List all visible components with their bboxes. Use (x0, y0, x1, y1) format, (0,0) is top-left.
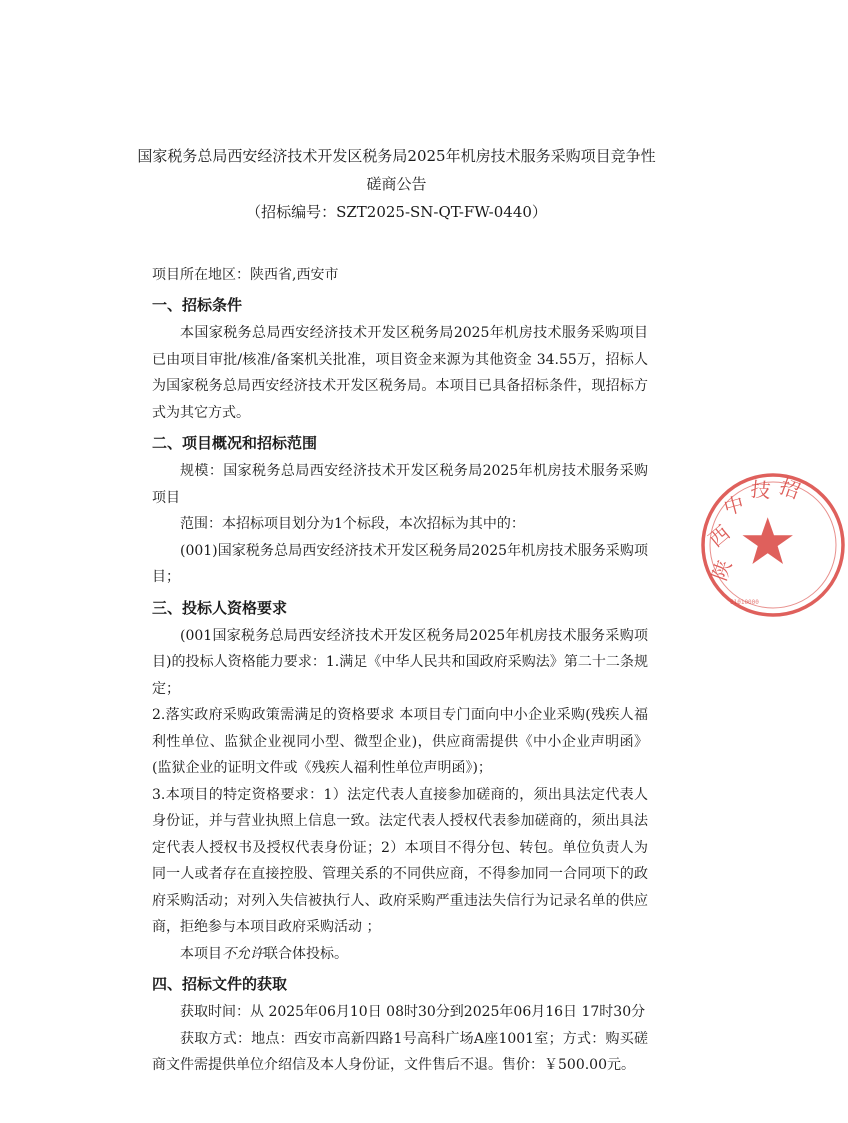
qualification-paragraph-1: (001国家税务总局西安经济技术开发区税务局2025年机房技术服务采购项目)的投标人资格能力要求：1.满足《中华人民共和国政府采购法》第二十二条规定； (152, 627, 648, 697)
svg-text:西: 西 (703, 520, 735, 552)
project-scale: 规模：国家税务总局西安经济技术开发区税务局2025年机房技术服务采购项目 (152, 463, 648, 506)
svg-text:61010000: 61010000 (730, 599, 759, 606)
document-title-block (80, 142, 713, 226)
svg-text:技: 技 (749, 477, 772, 503)
lot-item: (001)国家税务总局西安经济技术开发区税务局2025年机房技术服务采购项目； (152, 542, 648, 585)
section-1-heading: 一、招标条件 (152, 296, 243, 314)
acquisition-time: 获取时间：从 2025年06月10日 08时30分到2025年06月16日 17时30分 (180, 1004, 646, 1020)
title-line-2: 磋商公告 (366, 175, 427, 193)
svg-text:陕: 陕 (707, 556, 737, 584)
acquisition-method: 获取方式：地点：西安市高新四路1号高科广场A座1001室；方式：购买磋商文件需提供单位介绍信及本人身份证，文件售后不退。售价：￥500.00元。 (152, 1030, 648, 1073)
svg-text:中: 中 (721, 491, 747, 520)
consortium-prefix: 本项目 (180, 945, 222, 962)
document-body (152, 262, 648, 1079)
section-3-heading: 三、投标人资格要求 (152, 598, 288, 617)
section-1-paragraph: 本国家税务总局西安经济技术开发区税务局2025年机房技术服务采购项目已由项目审批/核准/备案机关批准，项目资金来源为其他资金 34.55万，招标人为国家税务总局西安经济技术开发区税务局。本项目已具备招标条件，现招标方式为其它方式。 (152, 325, 648, 421)
consortium-suffix: 联合体投标。 (264, 945, 348, 962)
svg-text:招: 招 (776, 474, 804, 504)
section-2-heading: 二、项目概况和招标范围 (152, 434, 318, 452)
section-4-heading: 四、招标文件的获取 (152, 975, 288, 993)
consortium-not-allowed: 不允许 (222, 945, 264, 962)
qualification-paragraph-3: 3.本项目的特定资格要求：1）法定代表人直接参加磋商的，须出具法定代表人身份证，并与营业执照上信息一致。法定代表人授权代表参加磋商的，须出具法定代表人授权书及授权代表身份证；2）本项目不得分包、转包。单位负责人为同一人或者存在直接控股、管理关系的不同供应商，不得参加同一合同项下的政府采购活动；对列入失信被执行人、政府采购严重违法失信行为记录名单的供应商，拒绝参与本项目政府采购活动 ； (152, 786, 648, 935)
qualification-paragraph-2: 2.落实政府采购政策需满足的资格要求 本项目专门面向中小企业采购(残疾人福利性单位、监狱企业视同小型、微型企业)，供应商需提供《中小企业声明函》(监狱企业的证明文件或《残疾人福利性单位声明函》)； (152, 707, 648, 776)
title-line-1: 国家税务总局西安经济技术开发区税务局2025年机房技术服务采购项目竞争性 (137, 147, 656, 165)
official-seal-stamp (698, 470, 848, 620)
project-location: 项目所在地区：陕西省,西安市 (152, 267, 339, 283)
tender-code: （招标编号：SZT2025-SN-QT-FW-0440） (246, 203, 547, 221)
consortium-statement (152, 941, 648, 968)
project-scope: 范围：本招标项目划分为1个标段，本次招标为其中的： (180, 516, 525, 532)
